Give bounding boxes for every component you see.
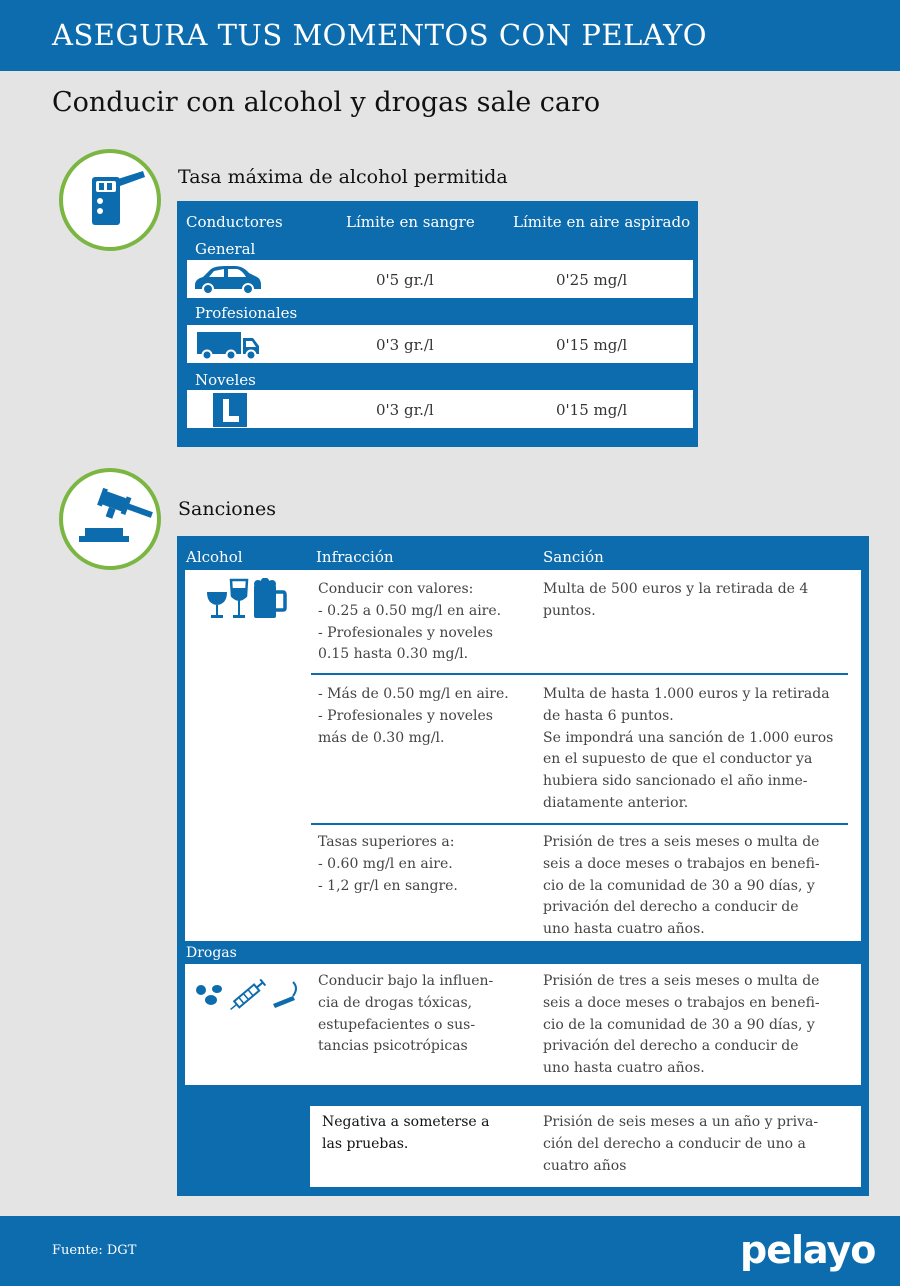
header-title: ASEGURA TUS MOMENTOS CON PELAYO [52,18,708,52]
car-icon [191,263,263,295]
sanction-text: Prisión de seis meses a un año y priva- ción del derecho a conducir de uno a cuatro años [543,1114,819,1174]
page-subtitle: Conducir con alcohol y drogas sale caro [52,87,601,118]
general-air-limit: 0'25 mg/l [556,271,628,289]
pelayo-logo: pelayo [740,1228,876,1272]
footer-bar [0,1216,900,1286]
category-novices: Noveles [195,371,256,389]
professionals-blood-limit: 0'3 gr./l [376,336,434,354]
sanction-text: Multa de hasta 1.000 euros y la retirada de hasta 6 puntos. Se impondrá una sanción de 1.000 euros en el supuesto de que el conductor ya hubiera sido sancionado el año inme- diatamente anterior. [543,686,834,811]
novices-air-limit: 0'15 mg/l [556,401,628,419]
category-professionals: Profesionales [195,304,298,322]
infraction-text: - Más de 0.50 mg/l en aire. - Profesionales y noveles más de 0.30 mg/l. [318,686,509,746]
sanction-text: Prisión de tres a seis meses o multa de seis a doce meses o trabajos en benefi- cio de la comunidad de 30 a 90 días, y privación del derecho a conducir de uno hasta cuatro años. [543,973,820,1077]
breathalyzer-icon [59,149,161,251]
col-header-blood: Límite en sangre [346,213,475,231]
drugs-icon [193,978,299,1010]
novices-blood-limit: 0'3 gr./l [376,401,434,419]
col-header-drivers: Conductores [186,213,283,231]
header-bar [0,0,900,71]
professionals-air-limit: 0'15 mg/l [556,336,628,354]
sanction-text: Prisión de tres a seis meses o multa de seis a doce meses o trabajos en benefi- cio de la comunidad de 30 a 90 días, y privación del derecho a conducir de uno hasta cuatro años. [543,834,820,938]
col-header-air: Límite en aire aspirado [513,213,691,231]
sanction-text: Multa de 500 euros y la retirada de 4 puntos. [543,581,809,619]
sanctions-title: Sanciones [178,498,276,520]
source-label: Fuente: DGT [52,1243,137,1258]
row-divider [311,673,848,675]
table-row [187,325,693,363]
general-blood-limit: 0'5 gr./l [376,271,434,289]
table-row [187,260,693,298]
infraction-text: Conducir con valores: - 0.25 a 0.50 mg/l en aire. - Profesionales y noveles 0.15 hasta 0.30 mg/l. [318,581,502,663]
truck-icon [191,328,263,362]
col-header-infraction: Infracción [316,548,394,566]
col-header-sanction: Sanción [543,548,604,566]
category-general: General [195,240,256,258]
gavel-icon [59,468,161,570]
drinks-icon [205,578,287,620]
refusal-sanctions-block [310,1106,861,1187]
infraction-text: Conducir bajo la influen- cia de drogas tóxicas, estupefacientes o sus- tancias psicotrópicas [318,973,494,1055]
learner-l-icon [191,393,263,427]
col-header-alcohol: Alcohol [186,548,243,566]
sanctions-table [177,536,869,1196]
table-row [187,390,693,428]
drugs-sanctions-block [185,964,861,1085]
infraction-text: Negativa a someterse a las pruebas. [322,1114,490,1152]
alcohol-limits-table [177,201,698,447]
alcohol-limits-title: Tasa máxima de alcohol permitida [178,166,508,188]
infraction-text: Tasas superiores a: - 0.60 mg/l en aire. - 1,2 gr/l en sangre. [318,834,458,894]
drugs-label: Drogas [186,945,237,961]
row-divider [311,823,848,825]
alcohol-sanctions-block [185,570,861,941]
